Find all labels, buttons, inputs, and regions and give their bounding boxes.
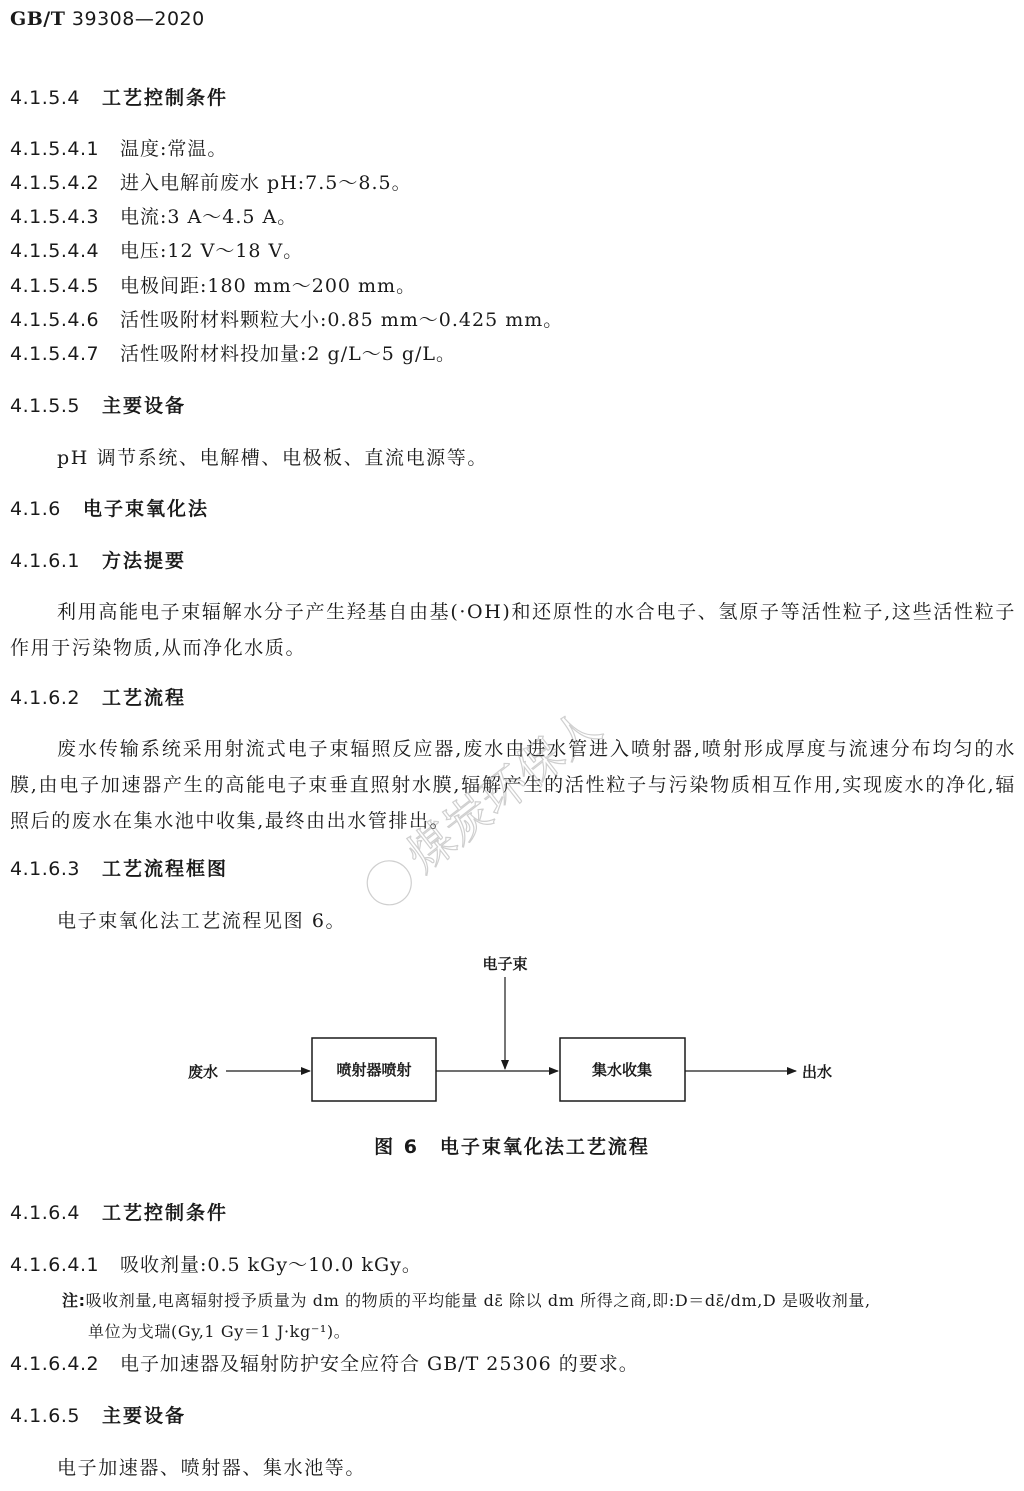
item-number: 4.1.5.4.5: [10, 275, 100, 297]
list-item: [10, 138, 227, 160]
watermark-svg: [360, 660, 680, 920]
note-continuation: 单位为戈瑞(Gy,1 Gy＝1 J·kg⁻¹)。: [88, 1322, 351, 1341]
item-text: 电极间距:180 mm～200 mm。: [120, 275, 417, 297]
flow-beam-label: 电子束: [482, 955, 528, 973]
section-title: 工艺流程: [102, 687, 187, 709]
paragraph: 利用高能电子束辐解水分子产生羟基自由基(·OH)和还原性的水合电子、氢原子等活性粒子,这些活性粒子作用于污染物质,从而净化水质。: [10, 601, 1016, 659]
item-text: 电压:12 V～18 V。: [120, 240, 304, 262]
wechat-icon: [360, 852, 420, 914]
section-heading-4165: [10, 1405, 186, 1427]
section-title: 主要设备: [102, 395, 187, 417]
item-number: 4.1.5.4.1: [10, 138, 100, 160]
item-text: 进入电解前废水 pH:7.5～8.5。: [120, 172, 412, 194]
section-number: 4.1.5.4: [10, 87, 80, 109]
section-title: 主要设备: [102, 1405, 187, 1427]
flow-box-sprayer-label: 喷射器喷射: [336, 1061, 412, 1079]
section-number: 4.1.6.1: [10, 550, 80, 572]
note: [62, 1288, 1018, 1314]
section-number: 4.1.6.5: [10, 1405, 80, 1427]
section-number: 4.1.6.3: [10, 858, 80, 880]
note-label: 注:: [62, 1291, 86, 1310]
list-item: [10, 206, 297, 228]
section-heading-416: [10, 498, 209, 520]
item-number: 4.1.5.4.3: [10, 206, 100, 228]
flow-box-collection-label: 集水收集: [591, 1061, 653, 1079]
item-number: 4.1.6.4.2: [10, 1353, 100, 1375]
list-item: [10, 1353, 639, 1375]
item-number: 4.1.6.4.1: [10, 1254, 100, 1276]
section-title: 方法提要: [102, 550, 187, 572]
section-title: 电子束氧化法: [83, 498, 210, 520]
item-text: 活性吸附材料颗粒大小:0.85 mm～0.425 mm。: [120, 309, 564, 331]
section-title: 工艺控制条件: [102, 87, 229, 109]
paragraph: 电子束氧化法工艺流程见图 6。: [57, 910, 347, 932]
section-number: 4.1.6.2: [10, 687, 80, 709]
section-number: 4.1.5.5: [10, 395, 80, 417]
standard-number: 39308—2020: [71, 8, 205, 30]
item-number: 4.1.5.4.4: [10, 240, 100, 262]
section-heading-4164: [10, 1202, 228, 1224]
note-text: 吸收剂量,电离辐射授予质量为 dm 的物质的平均能量 dε̄ 除以 dm 所得之商,即:D＝dε̄/dm,D 是吸收剂量,: [85, 1291, 871, 1310]
item-text: 电流:3 A～4.5 A。: [120, 206, 298, 228]
item-number: 4.1.5.4.2: [10, 172, 100, 194]
list-item: [10, 343, 456, 365]
standard-prefix: GB/T: [10, 8, 66, 30]
flow-output-label: 出水: [802, 1063, 833, 1081]
flow-input-label: 废水: [188, 1063, 219, 1081]
section-heading-4161: [10, 550, 186, 572]
item-text: 温度:常温。: [120, 138, 228, 160]
list-item: [10, 275, 416, 297]
section-title: 工艺控制条件: [102, 1202, 229, 1224]
list-item: [10, 1254, 422, 1276]
list-item: [10, 240, 303, 262]
item-number: 4.1.5.4.6: [10, 309, 100, 331]
standard-code: [10, 8, 205, 30]
figure-caption: 图 6 电子束氧化法工艺流程: [374, 1136, 650, 1158]
section-heading-4163: [10, 858, 228, 880]
process-flow-diagram: [0, 940, 1024, 1120]
flow-svg: [0, 940, 1024, 1120]
section-number: 4.1.6: [10, 498, 61, 520]
section-number: 4.1.6.4: [10, 1202, 80, 1224]
item-number: 4.1.5.4.7: [10, 343, 100, 365]
section-heading-4162: [10, 687, 186, 709]
section-title: 工艺流程框图: [102, 858, 229, 880]
paragraph: 废水传输系统采用射流式电子束辐照反应器,废水由进水管进入喷射器,喷射形成厚度与流速分布均匀的水膜,由电子加速器产生的高能电子束垂直照射水膜,辐解产生的活性粒子与污染物质相互作用,实现废水的净化,辐照后的废水在集水池中收集,最终由出水管排出。: [10, 738, 1016, 832]
watermark-text: 煤炭环保人: [396, 698, 612, 883]
section-heading-4155: [10, 395, 186, 417]
section-heading-4154: [10, 87, 228, 109]
item-text: 电子加速器及辐射防护安全应符合 GB/T 25306 的要求。: [120, 1353, 639, 1375]
item-text: 活性吸附材料投加量:2 g/L～5 g/L。: [120, 343, 457, 365]
paragraph: pH 调节系统、电解槽、电极板、直流电源等。: [57, 447, 488, 469]
list-item: [10, 309, 563, 331]
watermark: [360, 660, 680, 920]
list-item: [10, 172, 412, 194]
paragraph: 电子加速器、喷射器、集水池等。: [57, 1457, 367, 1479]
item-text: 吸收剂量:0.5 kGy～10.0 kGy。: [120, 1254, 422, 1276]
